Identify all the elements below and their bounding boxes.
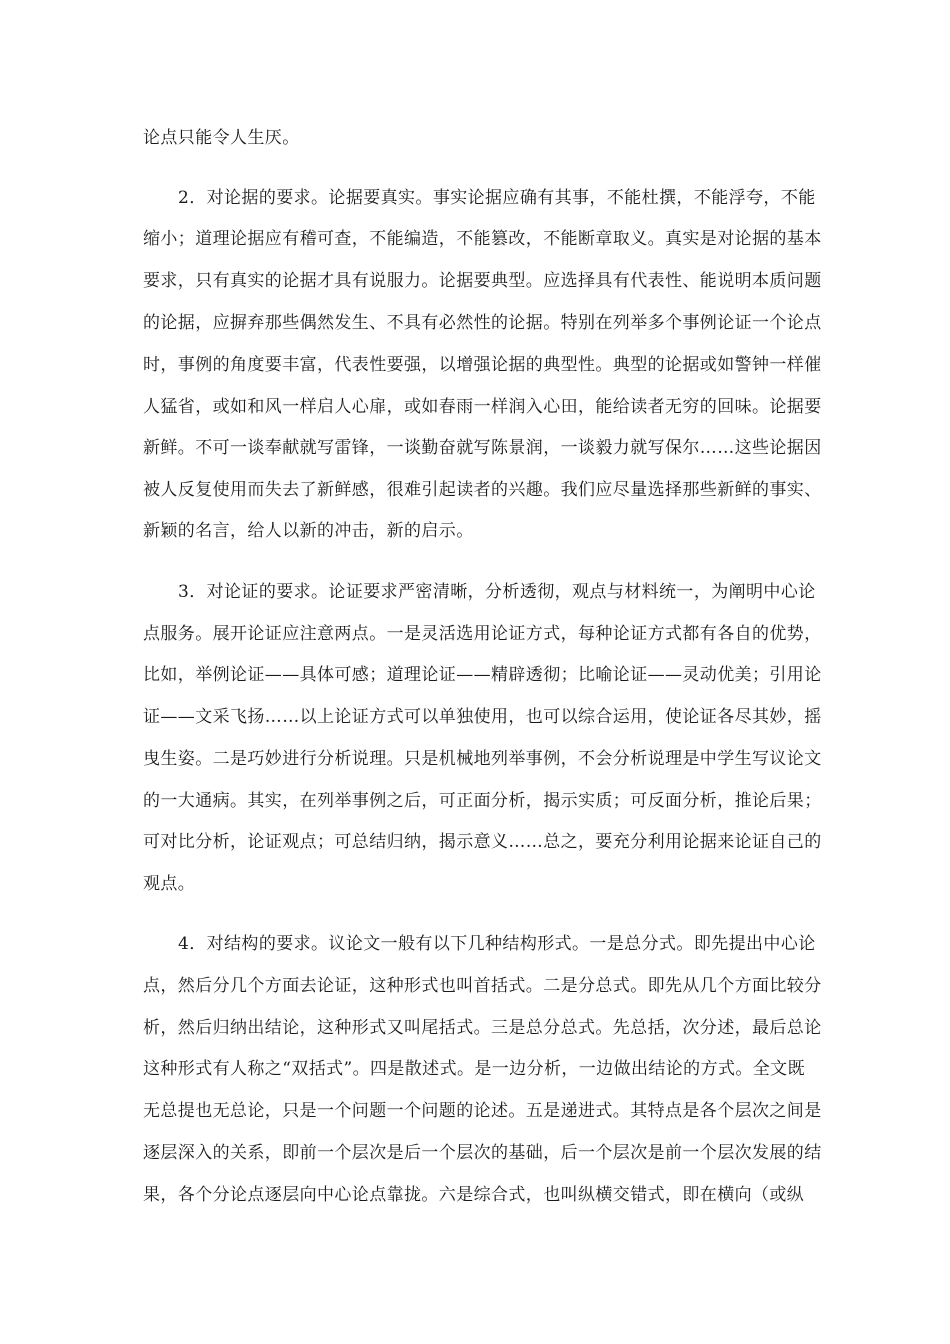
paragraph-line: 缩小；道理论据应有稽可查，不能编造，不能篡改，不能断章取义。真实是对论据的基本 <box>143 229 822 249</box>
paragraph-line: 点服务。展开论证应注意两点。一是灵活选用论证方式，每种论证方式都有各自的优势， <box>143 624 822 644</box>
paragraph-line: 人猛省，或如和风一样启人心扉，或如春雨一样润入心田，能给读者无穷的回味。论据要 <box>143 397 822 417</box>
paragraph-line: 析，然后归纳出结论，这种形式又叫尾括式。三是总分总式。先总括，次分述，最后总论 <box>143 1018 822 1038</box>
paragraph-line: 被人反复使用而失去了新鲜感，很难引起读者的兴趣。我们应尽量选择那些新鲜的事实、 <box>143 480 822 500</box>
paragraph-line: 果，各个分论点逐层向中心论点靠拢。六是综合式，也叫纵横交错式，即在横向（或纵 <box>143 1185 805 1205</box>
paragraph-line: 3．对论证的要求。论证要求严密清晰，分析透彻，观点与材料统一，为阐明中心论 <box>178 582 816 602</box>
paragraph-line: 新鲜。不可一谈奉献就写雷锋，一谈勤奋就写陈景润，一谈毅力就写保尔……这些论据因 <box>143 438 822 458</box>
paragraph-line: 可对比分析，论证观点；可总结归纳，揭示意义……总之，要充分利用论据来论证自己的 <box>143 832 822 852</box>
paragraph-line: 的论据，应摒弃那些偶然发生、不具有必然性的论据。特别在列举多个事例论证一个论点 <box>143 313 822 333</box>
paragraph-line: 新颖的名言，给人以新的冲击，新的启示。 <box>143 521 474 541</box>
paragraph-line: 逐层深入的关系，即前一个层次是后一个层次的基础，后一个层次是前一个层次发展的结 <box>143 1143 822 1163</box>
paragraph-line: 这种形式有人称之“双括式”。四是散述式。是一边分析，一边做出结论的方式。全文既 <box>143 1059 805 1079</box>
paragraph-line: 2．对论据的要求。论据要真实。事实论据应确有其事，不能杜撰，不能浮夸，不能 <box>178 188 816 208</box>
paragraph-line: 4．对结构的要求。议论文一般有以下几种结构形式。一是总分式。即先提出中心论 <box>178 934 816 954</box>
paragraph-line: 证——文采飞扬……以上论证方式可以单独使用，也可以综合运用，使论证各尽其妙，摇 <box>143 707 822 727</box>
paragraph-line: 的一大通病。其实，在列举事例之后，可正面分析，揭示实质；可反面分析，推论后果； <box>143 791 822 811</box>
paragraph-line: 要求，只有真实的论据才具有说服力。论据要典型。应选择具有代表性、能说明本质问题 <box>143 271 822 291</box>
paragraph-line: 论点只能令人生厌。 <box>143 128 300 148</box>
paragraph-line: 观点。 <box>143 874 196 894</box>
paragraph-line: 比如，举例论证——具体可感；道理论证——精辟透彻；比喻论证——灵动优美；引用论 <box>143 665 822 685</box>
paragraph-line: 曳生姿。二是巧妙进行分析说理。只是机械地列举事例，不会分析说理是中学生写议论文 <box>143 749 822 769</box>
paragraph-line: 无总提也无总论，只是一个问题一个问题的论述。五是递进式。其特点是各个层次之间是 <box>143 1101 822 1121</box>
paragraph-line: 点，然后分几个方面去论证，这种形式也叫首括式。二是分总式。即先从几个方面比较分 <box>143 976 822 996</box>
paragraph-line: 时，事例的角度要丰富，代表性要强，以增强论据的典型性。典型的论据或如警钟一样催 <box>143 355 822 375</box>
